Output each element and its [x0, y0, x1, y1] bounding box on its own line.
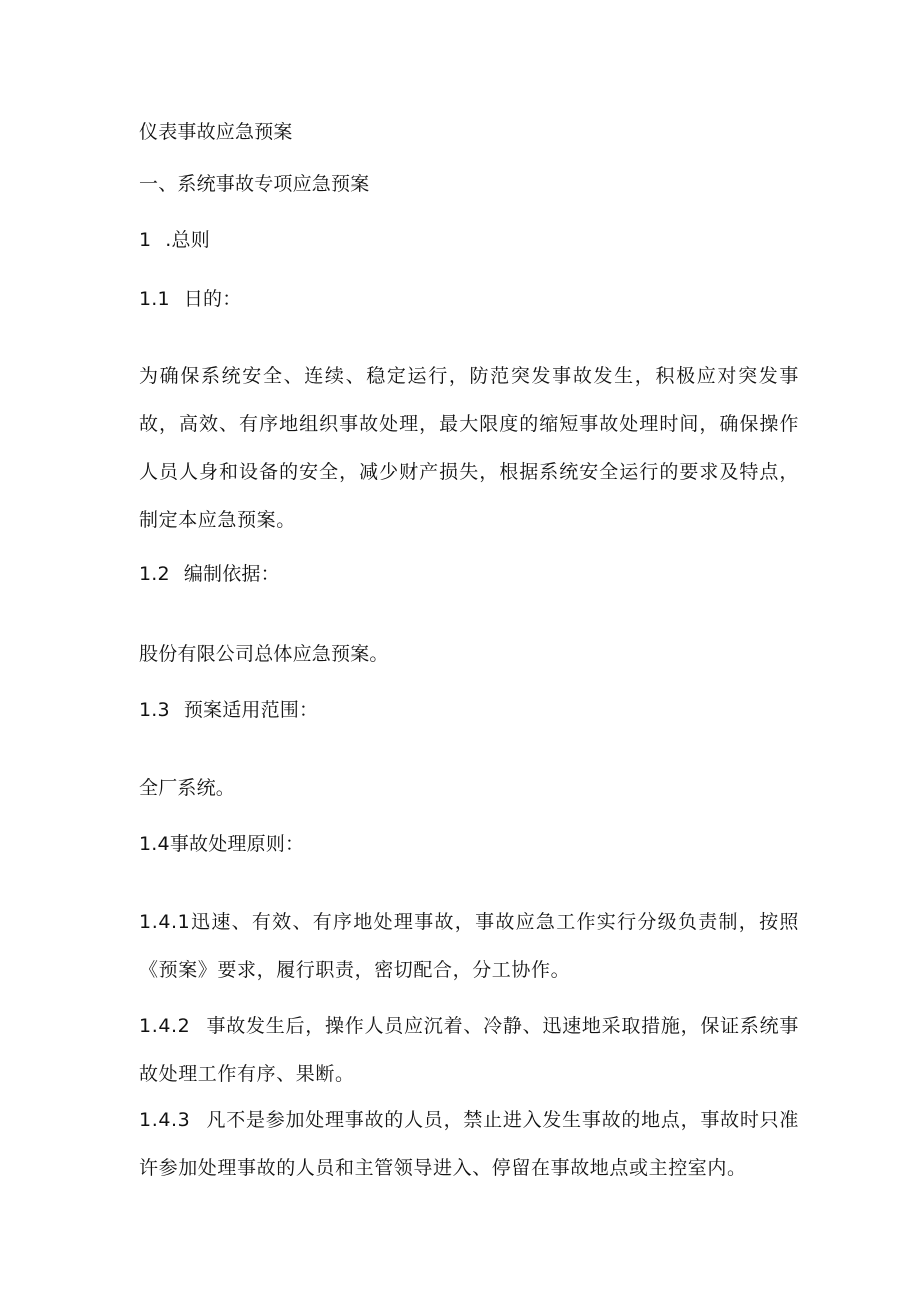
paragraph-text: 事故发生后，操作人员应沉着、冷静、迅速地采取措施，保证系统事故处理工作有序、果断。	[139, 1015, 799, 1085]
heading-text: 预案适用范围：	[183, 699, 319, 721]
heading-number: 1	[139, 229, 152, 251]
paragraph-scope: 全厂系统。	[139, 777, 236, 799]
heading-text: .总则	[165, 229, 210, 251]
heading-1-1	[139, 285, 799, 313]
heading-text: 日的：	[183, 288, 242, 310]
heading-number: 1.3	[139, 699, 170, 721]
heading-1-2	[139, 560, 799, 588]
heading-text: 编制依据：	[183, 563, 280, 585]
heading-1-4: 1.4事故处理原则：	[139, 833, 305, 855]
heading-1	[139, 226, 799, 254]
paragraph-1-4-2	[139, 1002, 799, 1098]
heading-1-3	[139, 696, 799, 724]
paragraph-number: 1.4.3	[139, 1109, 191, 1131]
paragraph-number: 1.4.2	[139, 1015, 191, 1037]
paragraph-text: 凡不是参加处理事故的人员，禁止进入发生事故的地点，事故时只准许参加处理事故的人员和主管领导进入、停留在事故地点或主控室内。	[139, 1109, 799, 1179]
heading-number: 1.1	[139, 288, 170, 310]
paragraph-1-4-1: 1.4.1迅速、有效、有序地处理事故，事故应急工作实行分级负责制，按照《预案》要求，履行职责，密切配合，分工协作。	[139, 911, 799, 981]
paragraph-purpose: 为确保系统安全、连续、稳定运行，防范突发事故发生，积极应对突发事故，高效、有序地组织事故处理，最大限度的缩短事故处理时间，确保操作人员人身和设备的安全，减少财产损失，根据系统安全运行的要求及特点，制定本应急预案。	[139, 365, 799, 531]
heading-number: 1.2	[139, 563, 170, 585]
paragraph-1-4-3	[139, 1096, 799, 1192]
paragraph-basis: 股份有限公司总体应急预案。	[139, 643, 389, 665]
document-title: 仪表事故应急预案	[139, 121, 293, 143]
section-heading-1: 一、系统事故专项应急预案	[139, 173, 370, 195]
